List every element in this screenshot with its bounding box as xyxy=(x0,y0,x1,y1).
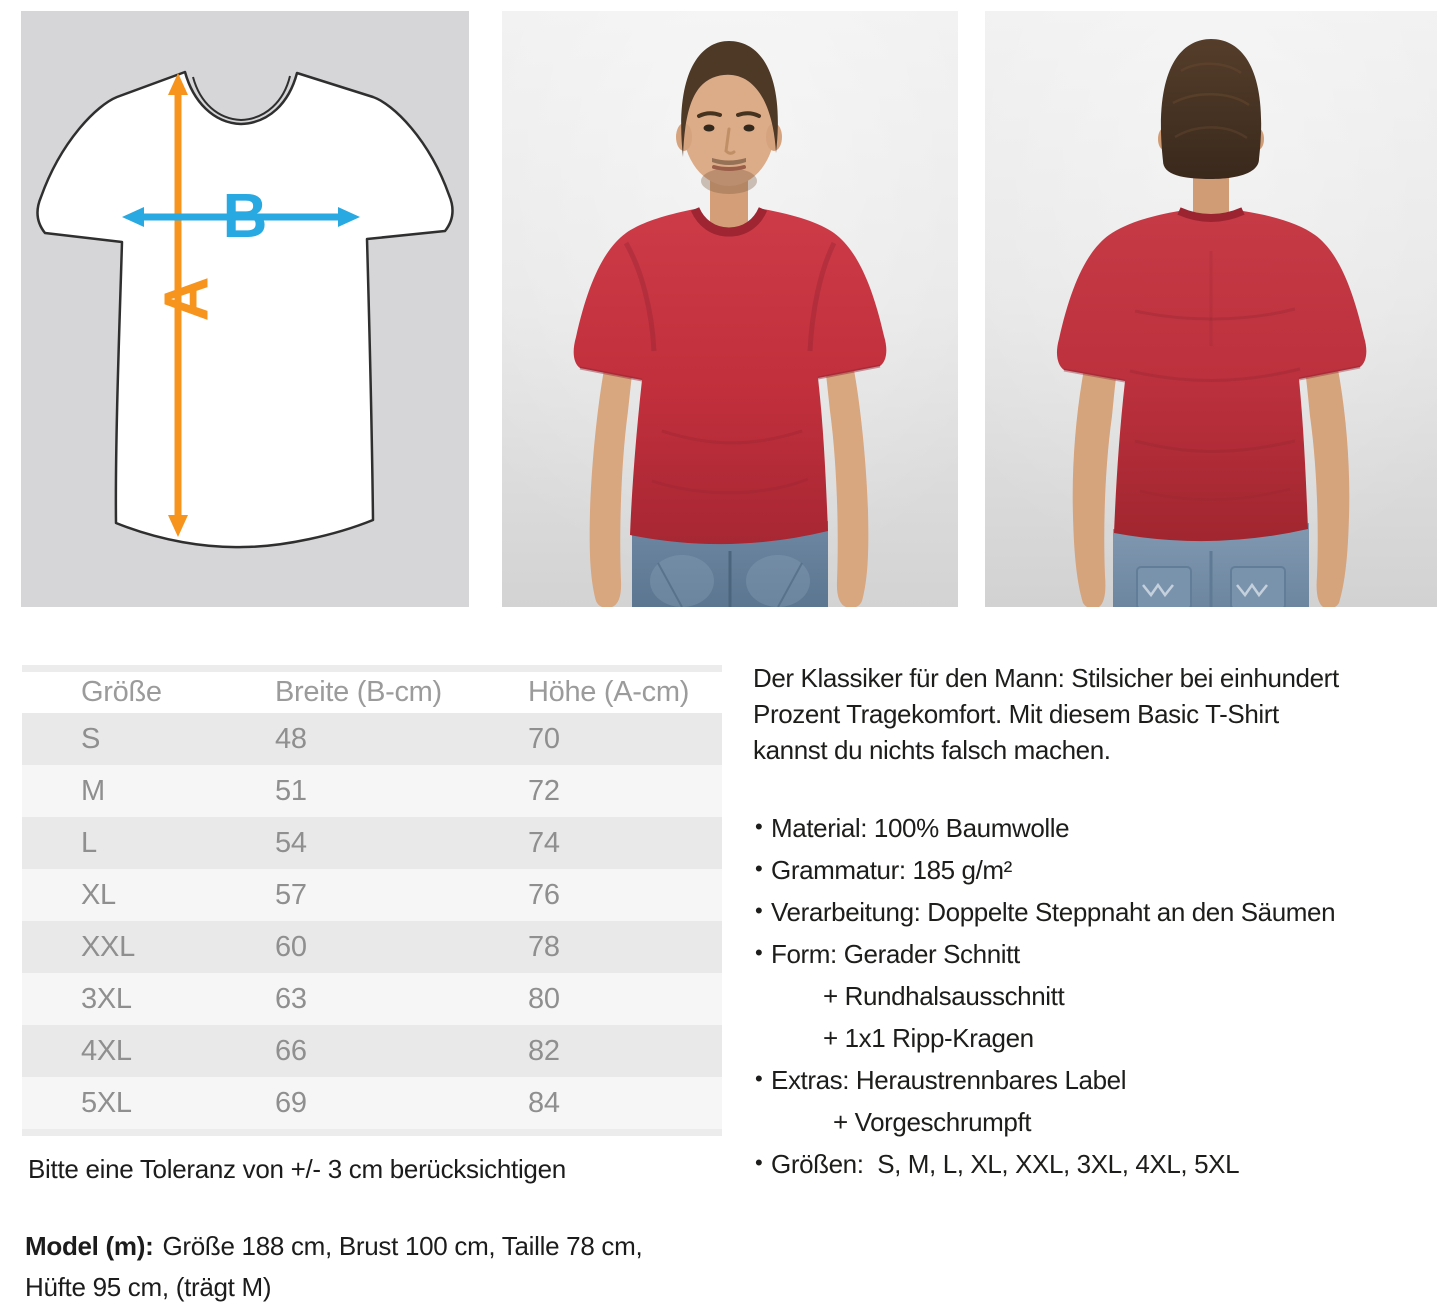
model-info-line2: Hüfte 95 cm, (trägt M) xyxy=(25,1272,272,1302)
size-cell: XL xyxy=(81,879,116,911)
spec-item xyxy=(753,807,1445,849)
col-header-height: Höhe (A-cm) xyxy=(528,676,690,708)
description-line: kannst du nichts falsch machen. xyxy=(753,735,1111,765)
model-back-photo xyxy=(985,11,1437,607)
table-bottom-border xyxy=(22,1129,722,1136)
size-row-S xyxy=(22,713,722,765)
size-cell: 82 xyxy=(528,1035,560,1067)
size-cell: 76 xyxy=(528,879,560,911)
size-cell: S xyxy=(81,723,101,755)
bullet-icon: • xyxy=(755,1066,763,1091)
size-row-XL xyxy=(22,869,722,921)
size-row-3XL xyxy=(22,973,722,1025)
size-row-4XL xyxy=(22,1025,722,1077)
bullet-icon: • xyxy=(755,856,763,881)
size-row-L xyxy=(22,817,722,869)
spec-item xyxy=(753,1059,1445,1101)
size-cell: 70 xyxy=(528,723,560,755)
spec-text: Grammatur: 185 g/m² xyxy=(771,855,1012,885)
spec-item xyxy=(753,975,1445,1017)
size-cell: 57 xyxy=(275,879,307,911)
spec-item xyxy=(753,849,1445,891)
size-row-XXL xyxy=(22,921,722,973)
model-info-label: Model (m): xyxy=(25,1231,154,1261)
bullet-icon: • xyxy=(755,1150,763,1175)
size-cell: 51 xyxy=(275,775,307,807)
model-front-photo xyxy=(502,11,958,607)
tolerance-note: Bitte eine Toleranz von +/- 3 cm berücksichtigen xyxy=(28,1154,566,1184)
spec-text: Größen: S, M, L, XL, XXL, 3XL, 4XL, 5XL xyxy=(771,1149,1240,1179)
product-spec-list xyxy=(753,807,1445,1185)
bullet-icon: • xyxy=(755,898,763,923)
size-row-M xyxy=(22,765,722,817)
spec-text: Form: Gerader Schnitt xyxy=(771,939,1020,969)
size-cell: 69 xyxy=(275,1087,307,1119)
measurement-label-a: A xyxy=(152,276,222,322)
size-diagram-panel xyxy=(21,11,469,607)
size-cell: 78 xyxy=(528,931,560,963)
size-cell: 80 xyxy=(528,983,560,1015)
model-info xyxy=(25,1226,642,1308)
size-cell: 63 xyxy=(275,983,307,1015)
bullet-icon: • xyxy=(755,940,763,965)
size-cell: XXL xyxy=(81,931,135,963)
measurement-label-b: B xyxy=(222,182,268,251)
size-cell: 3XL xyxy=(81,983,132,1015)
spec-text: + 1x1 Ripp-Kragen xyxy=(823,1023,1034,1053)
size-cell: 60 xyxy=(275,931,307,963)
table-top-border xyxy=(22,665,722,672)
size-cell: 48 xyxy=(275,723,307,755)
spec-text: + Vorgeschrumpft xyxy=(833,1107,1032,1137)
size-cell: 5XL xyxy=(81,1087,132,1119)
size-cell: 74 xyxy=(528,827,560,859)
spec-item xyxy=(753,1143,1445,1185)
spec-text: + Rundhalsausschnitt xyxy=(823,981,1065,1011)
spec-item xyxy=(753,891,1445,933)
model-back-illustration xyxy=(985,11,1437,607)
model-info-line1 xyxy=(25,1226,642,1267)
size-cell: 54 xyxy=(275,827,307,859)
spec-item xyxy=(753,1101,1445,1143)
spec-text: Extras: Heraustrennbares Label xyxy=(771,1065,1127,1095)
model-front-illustration xyxy=(502,11,958,607)
bullet-icon: • xyxy=(755,814,763,839)
spec-text: Verarbeitung: Doppelte Steppnaht an den Säumen xyxy=(771,897,1336,927)
size-cell: 72 xyxy=(528,775,560,807)
model-info-measurements: Größe 188 cm, Brust 100 cm, Taille 78 cm, xyxy=(162,1231,643,1261)
size-table-body xyxy=(22,713,722,1129)
size-cell: 66 xyxy=(275,1035,307,1067)
tshirt-measure-diagram xyxy=(21,11,469,607)
size-cell: L xyxy=(81,827,97,859)
spec-item xyxy=(753,1017,1445,1059)
description-line: Der Klassiker für den Mann: Stilsicher bei einhundert xyxy=(753,663,1339,693)
col-header-width: Breite (B-cm) xyxy=(275,676,442,708)
size-cell: 4XL xyxy=(81,1035,132,1067)
size-cell: 84 xyxy=(528,1087,560,1119)
spec-text: Material: 100% Baumwolle xyxy=(771,813,1070,843)
description-line: Prozent Tragekomfort. Mit diesem Basic T-Shirt xyxy=(753,699,1279,729)
size-table-header xyxy=(22,672,722,713)
size-row-5XL xyxy=(22,1077,722,1129)
spec-item xyxy=(753,933,1445,975)
size-cell: M xyxy=(81,775,105,807)
col-header-size: Größe xyxy=(81,676,162,708)
product-description xyxy=(753,660,1445,768)
tshirt-outline-drawing xyxy=(38,72,453,547)
size-table xyxy=(22,665,722,1136)
